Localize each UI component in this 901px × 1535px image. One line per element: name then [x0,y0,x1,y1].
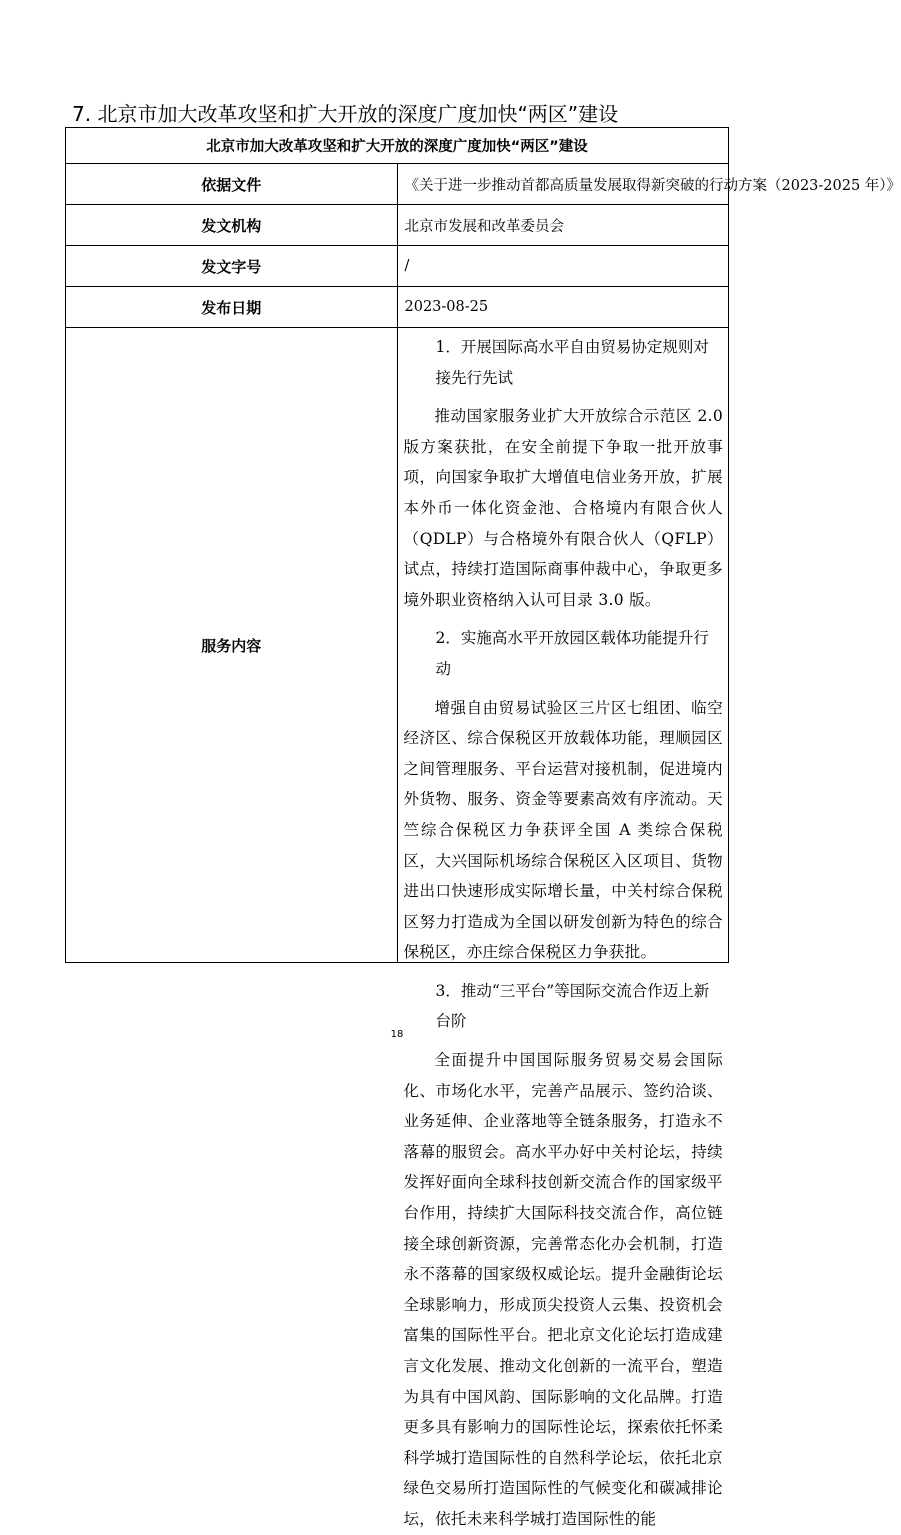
content-item-paragraph: 推动国家服务业扩大开放综合示范区 2.0 版方案获批，在安全前提下争取一批开放事项，向国家争取扩大增值电信业务开放，扩展本外币一体化资金池、合格境内有限合伙人（QDLP）与合格境外有限合伙人（QFLP）试点，持续打造国际商事仲裁中心，争取更多境外职业资格纳入认可目录 3.0 版。 [403,407,723,609]
document-number-label: 发文字号 [66,246,398,287]
document-number-value: / [397,246,729,287]
table-title: 北京市加大改革攻坚和扩大开放的深度广度加快“两区”建设 [66,128,729,164]
page-number: 18 [390,1029,404,1040]
table-row [66,287,729,328]
release-date-value: 2023-08-25 [397,287,729,328]
service-content-body [403,328,724,1528]
issuing-agency-value: 北京市发展和改革委员会 [397,205,729,246]
issuing-agency-label: 发文机构 [66,205,398,246]
content-item-paragraph: 全面提升中国国际服务贸易交易会国际化、市场化水平，完善产品展示、签约洽谈、业务延伸、企业落地等全链条服务，打造永不落幕的服贸会。高水平办好中关村论坛，持续发挥好面向全球科技创新交流合作的国家级平台作用，持续扩大国际科技交流合作，高位链接全球创新资源，完善常态化办会机制，打造永不落幕的国家级权威论坛。提升金融街论坛全球影响力，形成顶尖投资人云集、投资机会富集的国际性平台。把北京文化论坛打造成建言文化发展、推动文化创新的一流平台，塑造为具有中国风韵、国际影响的文化品牌。打造更多具有影响力的国际性论坛，探索依托怀柔科学城打造国际性的自然科学论坛，依托北京绿色交易所打造国际性的气候变化和碳减排论坛，依托未来科学城打造国际性的能 [403,1051,723,1528]
basis-document-value: 《关于进一步推动首都高质量发展取得新突破的行动方案（2023-2025 年）》 [397,164,729,205]
service-content-label: 服务内容 [66,328,398,963]
release-date-label: 发布日期 [66,287,398,328]
content-item-heading: 3．推动“三平台”等国际交流合作迈上新台阶 [435,981,710,1031]
content-item-heading: 1．开展国际高水平自由贸易协定规则对接先行先试 [435,338,709,387]
section-heading: 7. 北京市加大改革攻坚和扩大开放的深度广度加快“两区”建设 [72,102,619,126]
table-row [66,164,729,205]
table-title-row [66,128,729,164]
table-row [66,205,729,246]
content-item-paragraph: 增强自由贸易试验区三片区七组团、临空经济区、综合保税区开放载体功能，理顺园区之间管理服务、平台运营对接机制，促进境内外货物、服务、资金等要素高效有序流动。天竺综合保税区力争获评全国 A 类综合保税区，大兴国际机场综合保税区入区项目、货物进出口快速形成实际增长量，中关村综合保税区努力打造成为全国以研发创新为特色的综合保税区，亦庄综合保税区力争获批。 [403,698,723,962]
basis-document-label: 依据文件 [66,164,398,205]
content-item-heading: 2．实施高水平开放园区载体功能提升行动 [435,629,709,678]
table-row [66,246,729,287]
table-row [66,328,729,963]
